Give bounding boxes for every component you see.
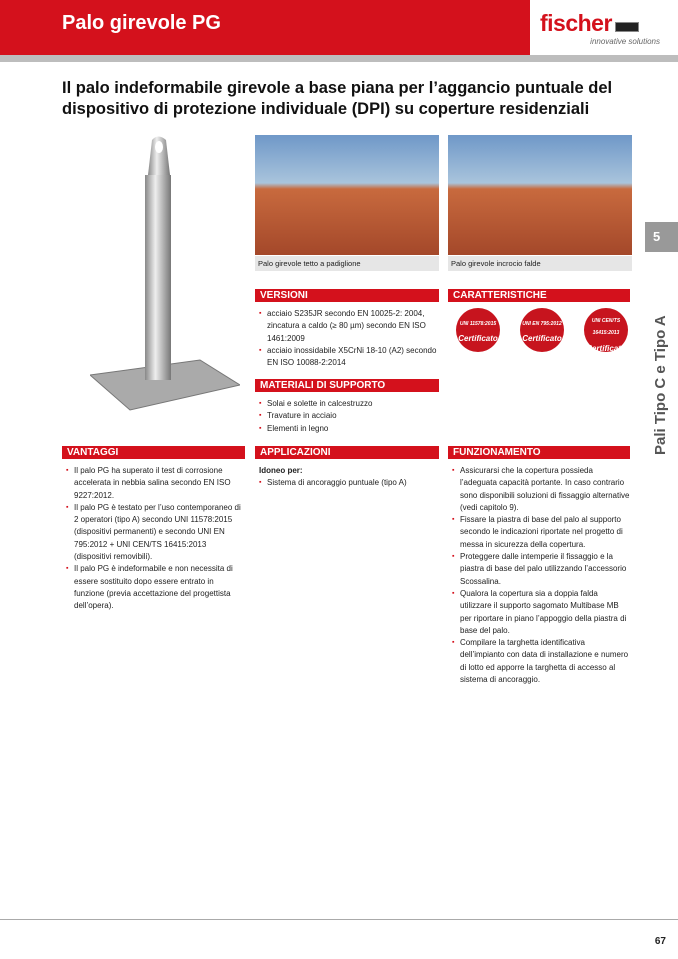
section-header: CARATTERISTICHE bbox=[448, 289, 630, 302]
vantaggi-section bbox=[62, 446, 245, 613]
certificate-badge: UNI CEN/TS 16415:2013 Certificato bbox=[584, 308, 628, 352]
headline: Il palo indeformabile girevole a base piana per l’aggancio puntuale del dispositivo di protezione individuale (DPI) su coperture residenziali bbox=[62, 79, 613, 118]
fischer-logo bbox=[540, 10, 670, 46]
applicazioni-subtitle: Idoneo per: bbox=[259, 466, 303, 475]
versioni-section bbox=[255, 289, 439, 369]
photo-caption: Palo girevole incrocio falde bbox=[448, 256, 632, 271]
photo-roof-crossing bbox=[448, 135, 632, 255]
list-item: ▪ Solai e solette in calcestruzzo bbox=[267, 398, 439, 410]
section-header: MATERIALI DI SUPPORTO bbox=[255, 379, 439, 392]
brand-name: fischer bbox=[540, 10, 612, 36]
list-item: ▪ Fissare la piastra di base del palo al supporto secondo le indicazioni riportate nel progetto di messa in sicurezza della copertura. bbox=[460, 514, 630, 551]
list-item: ▪ Sistema di ancoraggio puntuale (tipo A) bbox=[267, 477, 439, 489]
pole-product-image bbox=[90, 135, 240, 435]
tagline: innovative solutions bbox=[590, 37, 660, 46]
header-band bbox=[0, 55, 678, 62]
materiali-section bbox=[255, 379, 439, 435]
applicazioni-section bbox=[255, 446, 439, 490]
funzionamento-section bbox=[448, 446, 630, 686]
list-item: ▪ Il palo PG ha superato il test di corrosione accelerata in nebbia salina secondo EN ISO 9227:2012. bbox=[74, 465, 245, 502]
list-item: ▪ Il palo PG è testato per l’uso contemporaneo di 2 operatori (tipo A) secondo UNI 11578:2015 (dispositivi permanenti) e secondo UNI EN 795:2012 + UNI CEN/TS 16415:2013 (dispositivi removibili). bbox=[74, 502, 245, 563]
photo-roof-hip bbox=[255, 135, 439, 255]
page-title: Palo girevole PG bbox=[62, 12, 221, 34]
section-header: VANTAGGI bbox=[62, 446, 245, 459]
list-item: ▪ Compilare la targhetta identificativa dell’impianto con data di installazione e numero di lotto ed apporre la targhetta di accesso al sistema di ancoraggio. bbox=[460, 637, 630, 686]
page-number: 67 bbox=[654, 936, 666, 947]
list-item: ▪ Travature in acciaio bbox=[267, 410, 439, 422]
header-banner bbox=[0, 0, 530, 55]
list-item: ▪ Proteggere dalle intemperie il fissaggio e la piastra di base del palo utilizzando l’accessorio Scossalina. bbox=[460, 551, 630, 588]
footer-divider bbox=[0, 919, 678, 920]
certificate-badge: UNI EN 795:2012 Certificato bbox=[520, 308, 564, 352]
list-item: ▪ Elementi in legno bbox=[267, 423, 439, 435]
list-item: ▪ acciaio S235JR secondo EN 10025-2: 2004, zincatura a caldo (≥ 80 µm) secondo EN ISO 1461:2009 bbox=[267, 308, 439, 345]
section-header: APPLICAZIONI bbox=[255, 446, 439, 459]
list-item: ▪ Il palo PG è indeformabile e non necessita di essere sostituito dopo essere entrato in funzione (previa accettazione del progettista dell’opera). bbox=[74, 563, 245, 612]
caratteristiche-section bbox=[448, 289, 630, 352]
fish-icon bbox=[615, 22, 639, 32]
section-header: FUNZIONAMENTO bbox=[448, 446, 630, 459]
photo-caption: Palo girevole tetto a padiglione bbox=[255, 256, 439, 271]
list-item: ▪ Assicurarsi che la copertura possieda l’adeguata capacità portante. In caso contrario sono disponibili soluzioni di fissaggio alternative (vedi capitolo 9). bbox=[460, 465, 630, 514]
list-item: ▪ acciaio inossidabile X5CrNi 18-10 (A2) secondo EN ISO 10088-2:2014 bbox=[267, 345, 439, 370]
certificate-badge: UNI 11578:2015 Certificato bbox=[456, 308, 500, 352]
section-header: VERSIONI bbox=[255, 289, 439, 302]
chapter-label: Pali Tipo C e Tipo A bbox=[652, 315, 669, 455]
chapter-tab: 5 bbox=[645, 222, 678, 252]
list-item: ▪ Qualora la copertura sia a doppia falda utilizzare il supporto sagomato Multibase MB per riportare in piano l’appoggio della piastra di base del palo. bbox=[460, 588, 630, 637]
